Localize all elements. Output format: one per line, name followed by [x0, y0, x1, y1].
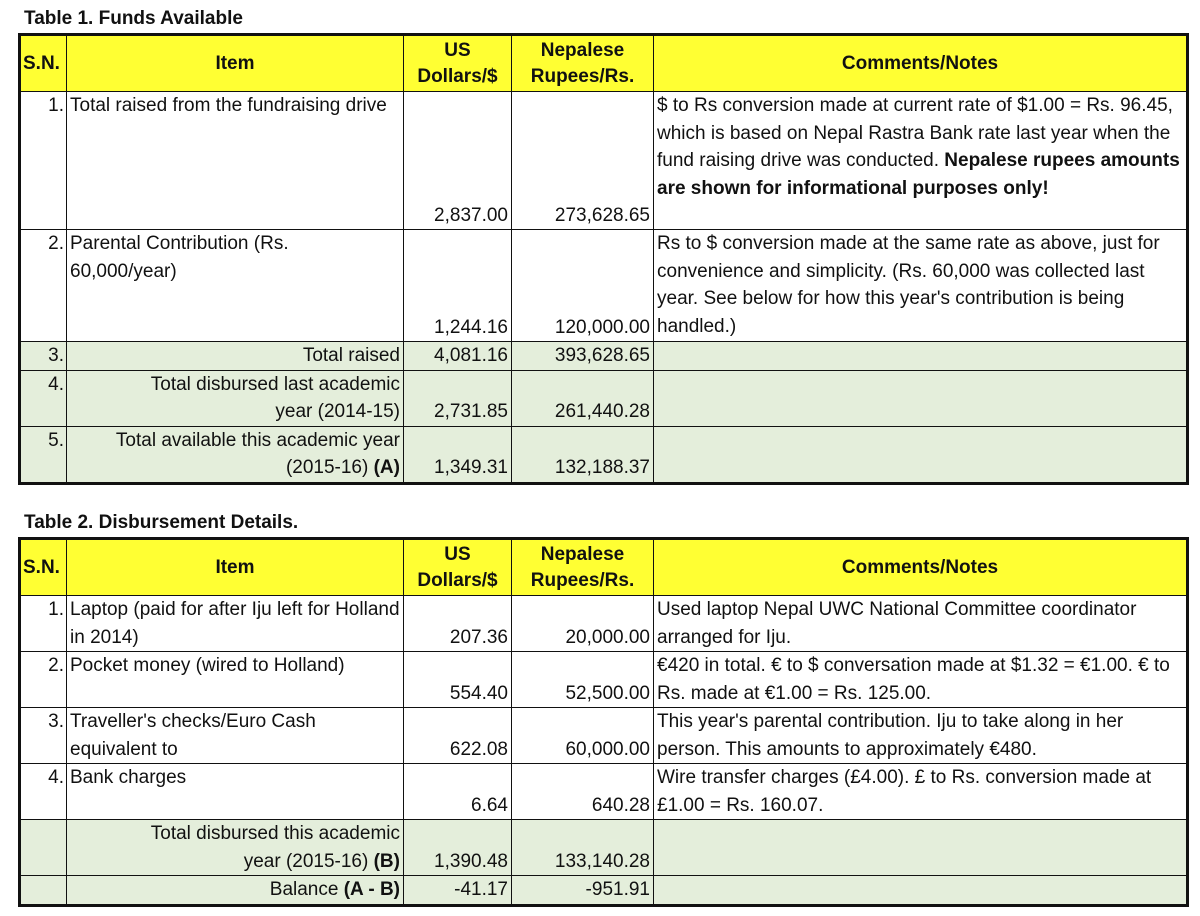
- row-npr: 52,500.00: [512, 652, 654, 708]
- header-npr: Nepalese Rupees/Rs.: [512, 35, 654, 92]
- row-note: $ to Rs conversion made at current rate of $1.00 = Rs. 96.45, which is based on Nepal Rastra Bank rate last year when the fund raising drive was conducted. Nepalese rupees amounts are shown for informational purposes only!: [654, 92, 1188, 230]
- table-row: [20, 370, 1188, 426]
- row-item: Traveller's checks/Euro Cash equivalent to: [67, 708, 404, 764]
- row-npr: 273,628.65: [512, 92, 654, 230]
- row-npr: -951.91: [512, 876, 654, 906]
- header-usd: US Dollars/$: [404, 35, 512, 92]
- row-usd: -41.17: [404, 876, 512, 906]
- table-row: [20, 876, 1188, 906]
- row-item: Total disbursed this academic year (2015-16) (B): [67, 820, 404, 876]
- row-item: Total available this academic year (2015-16) (A): [67, 426, 404, 483]
- row-item: Laptop (paid for after Iju left for Holland in 2014): [67, 596, 404, 652]
- table2-header-row: [20, 539, 1188, 596]
- row-item: Total raised: [67, 342, 404, 371]
- table2-caption: Table 2. Disbursement Details.: [24, 512, 299, 533]
- row-note: Wire transfer charges (£4.00). £ to Rs. conversion made at £1.00 = Rs. 160.07.: [654, 764, 1188, 820]
- funds-available-table: [18, 33, 1189, 485]
- header-usd: US Dollars/$: [404, 539, 512, 596]
- row-npr: 393,628.65: [512, 342, 654, 371]
- row-npr: 261,440.28: [512, 370, 654, 426]
- row-usd: 1,349.31: [404, 426, 512, 483]
- table-row: [20, 230, 1188, 342]
- table-row: [20, 652, 1188, 708]
- row-note-emphasis: Nepalese rupees amounts are shown for informational purposes only!: [657, 150, 1180, 199]
- row-npr: 133,140.28: [512, 820, 654, 876]
- row-note: [654, 342, 1188, 371]
- row-usd: 622.08: [404, 708, 512, 764]
- row-sn: 3.: [20, 342, 67, 371]
- row-note: Used laptop Nepal UWC National Committee coordinator arranged for Iju.: [654, 596, 1188, 652]
- row-sn: [20, 876, 67, 906]
- row-sn: 4.: [20, 370, 67, 426]
- row-sn: 5.: [20, 426, 67, 483]
- table-row: [20, 708, 1188, 764]
- row-npr: 120,000.00: [512, 230, 654, 342]
- row-sn: 3.: [20, 708, 67, 764]
- row-note: [654, 370, 1188, 426]
- row-usd: 2,731.85: [404, 370, 512, 426]
- row-item: Total raised from the fundraising drive: [67, 92, 404, 230]
- row-note: [654, 876, 1188, 906]
- table-row: [20, 820, 1188, 876]
- row-usd: 554.40: [404, 652, 512, 708]
- table-row: [20, 426, 1188, 483]
- row-npr: 60,000.00: [512, 708, 654, 764]
- table-row: [20, 92, 1188, 230]
- header-sn: S.N.: [20, 35, 67, 92]
- row-note: [654, 820, 1188, 876]
- row-usd: 6.64: [404, 764, 512, 820]
- row-note: €420 in total. € to $ conversation made at $1.32 = €1.00. € to Rs. made at €1.00 = Rs. 125.00.: [654, 652, 1188, 708]
- row-item: Total disbursed last academic year (2014-15): [67, 370, 404, 426]
- header-item: Item: [67, 35, 404, 92]
- row-usd: 1,244.16: [404, 230, 512, 342]
- row-item: Parental Contribution (Rs. 60,000/year): [67, 230, 404, 342]
- row-sn: 2.: [20, 230, 67, 342]
- row-sn: 1.: [20, 596, 67, 652]
- header-npr: Nepalese Rupees/Rs.: [512, 539, 654, 596]
- row-sn: [20, 820, 67, 876]
- table-row: [20, 764, 1188, 820]
- row-npr: 20,000.00: [512, 596, 654, 652]
- table1-header-row: [20, 35, 1188, 92]
- table-row: [20, 596, 1188, 652]
- row-sn: 4.: [20, 764, 67, 820]
- header-notes: Comments/Notes: [654, 539, 1188, 596]
- row-sn: 2.: [20, 652, 67, 708]
- table1-caption: Table 1. Funds Available: [24, 8, 243, 29]
- header-notes: Comments/Notes: [654, 35, 1188, 92]
- header-sn: S.N.: [20, 539, 67, 596]
- row-item: Balance (A - B): [67, 876, 404, 906]
- row-note: [654, 426, 1188, 483]
- row-usd: 4,081.16: [404, 342, 512, 371]
- disbursement-details-table: [18, 537, 1189, 907]
- row-item: Bank charges: [67, 764, 404, 820]
- row-note: This year's parental contribution. Iju to take along in her person. This amounts to approximately €480.: [654, 708, 1188, 764]
- header-item: Item: [67, 539, 404, 596]
- row-usd: 1,390.48: [404, 820, 512, 876]
- row-note: Rs to $ conversion made at the same rate as above, just for convenience and simplicity. (Rs. 60,000 was collected last year. See below for how this year's contribution is being handled.): [654, 230, 1188, 342]
- row-npr: 640.28: [512, 764, 654, 820]
- row-usd: 207.36: [404, 596, 512, 652]
- row-npr: 132,188.37: [512, 426, 654, 483]
- row-sn: 1.: [20, 92, 67, 230]
- table-row: [20, 342, 1188, 371]
- row-item: Pocket money (wired to Holland): [67, 652, 404, 708]
- row-usd: 2,837.00: [404, 92, 512, 230]
